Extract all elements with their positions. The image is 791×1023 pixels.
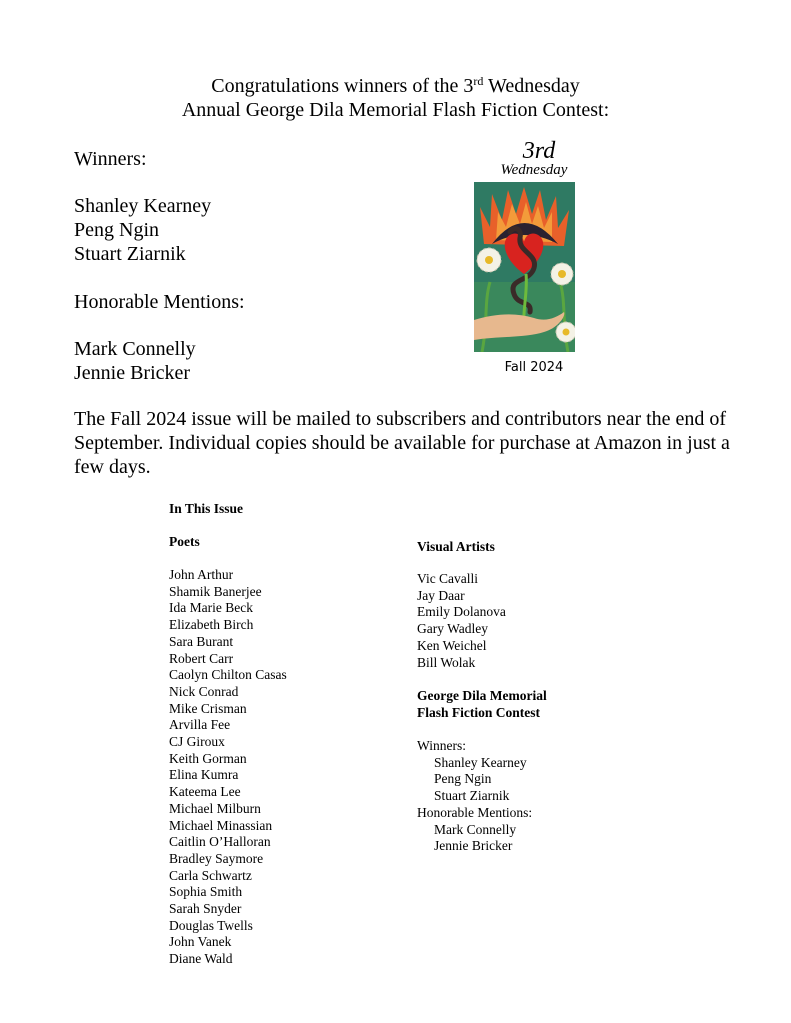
page-subtitle: Annual George Dila Memorial Flash Fiction Contest: (181, 99, 610, 121)
poets-list (169, 567, 287, 968)
poet-name: John Vanek (169, 934, 232, 950)
cover-masthead (474, 140, 604, 178)
cover-season: Fall 2024 (504, 360, 564, 375)
title-line1: Congratulations winners of the 3 (211, 75, 474, 97)
artists-list (417, 571, 506, 671)
page-title (0, 74, 791, 98)
poet-name: Keith Gorman (169, 750, 247, 766)
cover-illustration (474, 182, 575, 352)
winner-name: Stuart Ziarnik (74, 243, 186, 265)
poet-name: Caitlin O’Halloran (169, 834, 271, 850)
artist-name: Jay Daar (417, 587, 465, 603)
announcement-paragraph: The Fall 2024 issue will be mailed to subscribers and contributors near the end of September. Individual copies should be available for purchase at Amazon in just a few days. (74, 408, 730, 478)
poet-name: Elina Kumra (169, 767, 239, 783)
artist-name: Emily Dolanova (417, 604, 506, 620)
honorable-name: Mark Connelly (74, 338, 196, 360)
poet-name: Caolyn Chilton Casas (169, 667, 287, 683)
poet-name: Elizabeth Birch (169, 617, 254, 633)
poet-name: Sarah Snyder (169, 901, 242, 917)
title-superscript: rd (473, 74, 484, 88)
poet-name: John Arthur (169, 567, 234, 582)
honorable-list (74, 337, 196, 385)
poet-name: Robert Carr (169, 650, 234, 666)
issue-heading: In This Issue (169, 501, 244, 516)
artists-heading: Visual Artists (417, 539, 495, 554)
poet-name: Sophia Smith (169, 884, 243, 900)
winners-heading: Winners: (74, 148, 147, 170)
cover-title-number: 3rd (522, 138, 556, 164)
poet-name: Michael Milburn (169, 800, 261, 816)
poet-name: Kateema Lee (169, 784, 241, 800)
contest-honorable-label: Honorable Mentions: (417, 804, 533, 820)
contest-results (417, 738, 532, 855)
winner-name: Shanley Kearney (74, 195, 212, 217)
poet-name: CJ Giroux (169, 734, 225, 750)
contest-winner-name: Stuart Ziarnik (434, 788, 510, 804)
poet-name: Carla Schwartz (169, 867, 252, 883)
poet-name: Michael Minassian (169, 817, 273, 833)
honorable-name: Jennie Bricker (74, 362, 191, 384)
poet-name: Sara Burant (169, 633, 234, 649)
poet-name: Ida Marie Beck (169, 600, 253, 616)
cover-title-word: Wednesday (500, 162, 568, 178)
artist-name: Ken Weichel (417, 637, 487, 653)
contest-heading (417, 688, 547, 721)
title-line1-end: Wednesday (483, 75, 580, 97)
contest-heading-line1: George Dila Memorial (417, 688, 547, 703)
poet-name: Arvilla Fee (169, 717, 231, 733)
artist-name: Vic Cavalli (417, 571, 479, 586)
poet-name: Bradley Saymore (169, 850, 264, 866)
honorable-heading: Honorable Mentions: (74, 291, 245, 313)
poet-name: Nick Conrad (169, 683, 239, 699)
poet-name: Shamik Banerjee (169, 583, 262, 599)
winners-list (74, 194, 211, 266)
poets-heading: Poets (169, 534, 200, 549)
artist-name: Bill Wolak (417, 654, 476, 670)
poet-name: Mike Crisman (169, 700, 247, 716)
contest-honorable-name: Jennie Bricker (434, 838, 513, 854)
contest-winner-name: Shanley Kearney (434, 754, 527, 770)
poet-name: Douglas Twells (169, 917, 253, 933)
contest-winner-name: Peng Ngin (434, 771, 492, 787)
winner-name: Peng Ngin (74, 219, 159, 241)
contest-heading-line2: Flash Fiction Contest (417, 704, 540, 720)
contest-honorable-name: Mark Connelly (434, 821, 517, 837)
poet-name: Diane Wald (169, 951, 233, 967)
contest-winners-label: Winners: (417, 738, 466, 753)
artist-name: Gary Wadley (417, 621, 489, 637)
